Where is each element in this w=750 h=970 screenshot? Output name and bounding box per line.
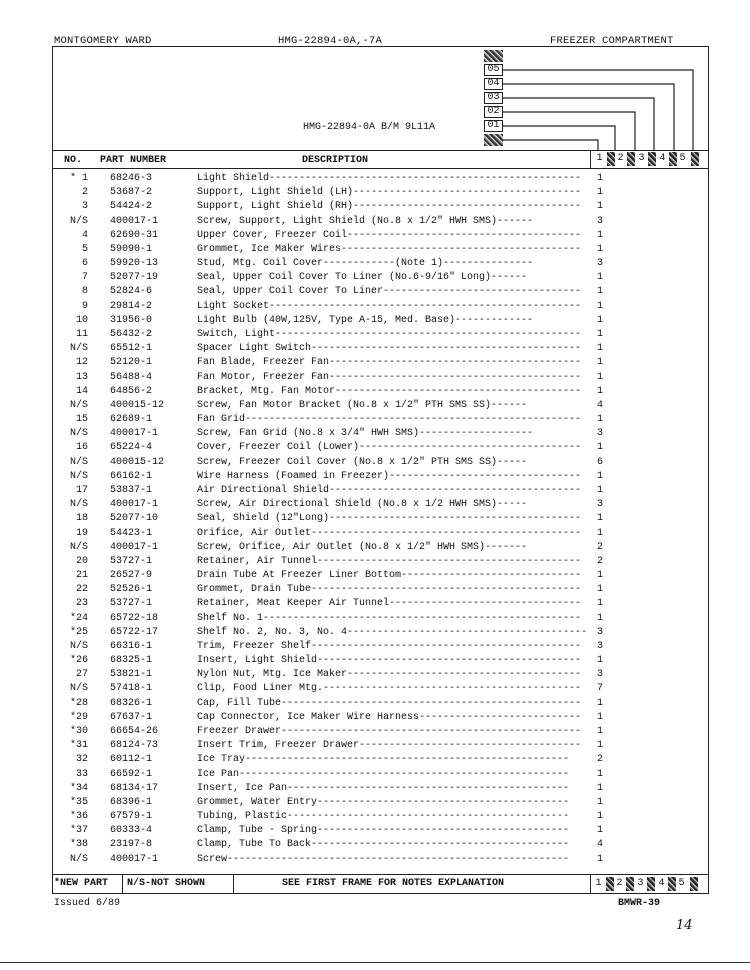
quantity: 1 <box>597 811 604 823</box>
table-row <box>52 356 709 370</box>
part-number: 52077-19 <box>110 272 159 284</box>
part-number: 52824-6 <box>110 286 153 298</box>
item-number: N/S <box>69 640 88 652</box>
item-number: *37 <box>69 825 88 837</box>
table-row <box>52 597 709 611</box>
item-number: N/S <box>69 456 88 468</box>
description: Seal, Upper Coil Cover To Liner--------------------------------- <box>197 286 582 298</box>
code-box-02: 02 <box>484 106 503 118</box>
table-row <box>52 668 709 682</box>
table-row <box>52 172 709 186</box>
description: Insert, Light Shield-------------------------------------------- <box>197 655 582 667</box>
quantity: 1 <box>597 442 604 454</box>
part-number: 68124-73 <box>110 740 159 752</box>
part-number: 400017-1 <box>110 853 159 865</box>
model-label: HMG-22894-0A B/M 9L11A <box>303 122 436 133</box>
table-row <box>52 682 709 696</box>
description: Retainer, Meat Keeper Air Tunnel-------------------------------- <box>197 598 582 610</box>
item-number: 27 <box>75 669 88 681</box>
quantity: 1 <box>597 796 604 808</box>
quantity: 1 <box>597 173 604 184</box>
table-row <box>52 753 709 767</box>
item-number: 19 <box>75 527 88 539</box>
item-number: *25 <box>69 626 88 638</box>
part-number: 54423-1 <box>110 527 153 539</box>
part-number: 52120-1 <box>110 357 153 369</box>
table-row <box>52 739 709 753</box>
item-number: 21 <box>75 570 88 582</box>
table-row <box>52 626 709 640</box>
quantity: 1 <box>597 655 604 667</box>
col-num-4: 4 <box>659 153 666 164</box>
quantity: 2 <box>597 541 604 553</box>
table-row <box>52 541 709 555</box>
table-row <box>52 640 709 654</box>
table-row <box>52 413 709 427</box>
item-number: 9 <box>81 300 88 312</box>
leader-lines <box>0 0 750 170</box>
hatch-cell <box>626 877 634 891</box>
description: Stud, Mtg. Coil Cover------------(Note 1)--------------- <box>197 258 534 270</box>
quantity: 1 <box>597 570 604 582</box>
description: Freezer Drawer-------------------------------------------------- <box>197 726 582 738</box>
description: Cap Connector, Ice Maker Wire Harness--------------------------- <box>197 711 582 723</box>
part-number: 57418-1 <box>110 683 153 695</box>
description: Air Directional Shield------------------------------------------ <box>197 484 582 496</box>
item-number: 22 <box>75 584 88 596</box>
quantity: 1 <box>597 612 604 624</box>
item-number: N/S <box>69 428 88 440</box>
table-row <box>52 200 709 214</box>
table-row <box>52 399 709 413</box>
hatch-cell <box>668 877 676 891</box>
item-number: 2 <box>81 187 88 199</box>
description: Spacer Light Switch--------------------------------------------- <box>197 343 582 355</box>
quantity: 1 <box>597 343 604 355</box>
description: Grommet, Water Entry------------------------------------------ <box>197 796 570 808</box>
description: Cover, Freezer Coil (Lower)------------------------------------- <box>197 442 582 454</box>
hatch-cell <box>606 877 614 891</box>
part-number: 53687-2 <box>110 187 153 199</box>
item-number: *26 <box>69 655 88 667</box>
quantity: 3 <box>597 258 604 270</box>
footer-col-num-2: 2 <box>616 878 623 889</box>
hatch-cell <box>607 152 615 166</box>
table-row <box>52 853 709 867</box>
description: Fan Grid-------------------------------------------------------- <box>197 414 582 426</box>
item-number: 6 <box>81 258 88 270</box>
description: Shelf No. 1----------------------------------------------------- <box>197 612 582 624</box>
part-number: 59090-1 <box>110 243 153 255</box>
quantity: 1 <box>597 314 604 326</box>
description: Clamp, Tube - Spring------------------------------------------ <box>197 825 570 837</box>
part-number: 23197-8 <box>110 839 153 851</box>
table-row <box>52 612 709 626</box>
description: Screw, Fan Grid (No.8 x 3/4" HWH SMS)------------------- <box>197 428 534 440</box>
part-number: 66316-1 <box>110 640 153 652</box>
quantity: 1 <box>597 711 604 723</box>
item-number: 14 <box>75 385 88 397</box>
quantity: 1 <box>597 726 604 738</box>
part-number: 400017-1 <box>110 499 159 511</box>
quantity: 1 <box>597 697 604 709</box>
part-number: 52077-10 <box>110 513 159 525</box>
quantity: 1 <box>597 187 604 199</box>
hatch-cell <box>669 152 677 166</box>
description: Wire Harness (Foamed in Freezer)-------------------------------- <box>197 470 582 482</box>
part-number: 59920-13 <box>110 258 159 270</box>
description: Seal, Upper Coil Cover To Liner (No.6-9/16" Long)------ <box>197 272 528 284</box>
part-number: 64856-2 <box>110 385 153 397</box>
item-number: 15 <box>75 414 88 426</box>
footer-sep-2 <box>233 874 234 894</box>
part-number: 68325-1 <box>110 655 153 667</box>
quantity: 1 <box>597 300 604 312</box>
item-number: N/S <box>69 853 88 865</box>
quantity: 3 <box>597 428 604 440</box>
table-row <box>52 385 709 399</box>
code-box-03: 03 <box>484 92 503 104</box>
quantity: 7 <box>597 683 604 695</box>
description: Light Bulb (40W,125V, Type A-15, Med. Base)------------- <box>197 314 534 326</box>
table-row <box>52 257 709 271</box>
table-row <box>52 243 709 257</box>
column-part-number: PART NUMBER <box>100 155 167 166</box>
part-number: 60112-1 <box>110 754 153 766</box>
quantity: 2 <box>597 555 604 567</box>
quantity: 1 <box>597 201 604 213</box>
table-row <box>52 328 709 342</box>
col-num-2: 2 <box>617 153 624 164</box>
hatch-cell <box>627 152 635 166</box>
quantity: 1 <box>597 229 604 241</box>
part-number: 65722-18 <box>110 612 159 624</box>
quantity: 1 <box>597 768 604 780</box>
quantity: 2 <box>597 754 604 766</box>
description: Bracket, Mtg. Fan Motor----------------------------------------- <box>197 385 582 397</box>
description: Switch, Light--------------------------------------------------- <box>197 328 582 340</box>
item-number: 5 <box>81 243 88 255</box>
description: Grommet, Drain Tube--------------------------------------------- <box>197 584 582 596</box>
quantity: 1 <box>597 243 604 255</box>
quantity: 3 <box>597 499 604 511</box>
item-number: *35 <box>69 796 88 808</box>
footer-col-num-4: 4 <box>658 878 665 889</box>
quantity: 1 <box>597 357 604 369</box>
footer-not-shown: N/S-NOT SHOWN <box>127 878 206 889</box>
hatch-cell <box>648 152 656 166</box>
table-row <box>52 470 709 484</box>
table-row <box>52 697 709 711</box>
part-number: 53821-1 <box>110 669 153 681</box>
description: Cap, Fill Tube-------------------------------------------------- <box>197 697 582 709</box>
quantity: 3 <box>597 640 604 652</box>
column-no: NO. <box>64 155 83 166</box>
description: Upper Cover, Freezer Coil--------------------------------------- <box>197 229 582 241</box>
quantity: 4 <box>597 399 604 411</box>
quantity: 1 <box>597 853 604 865</box>
description: Tubing, Plastic----------------------------------------------- <box>197 811 570 823</box>
item-number: N/S <box>69 470 88 482</box>
column-number-strip <box>590 151 709 168</box>
footer-col-num-1: 1 <box>595 878 602 889</box>
description: Support, Light Shield (LH)-------------------------------------- <box>197 187 582 199</box>
item-number: N/S <box>69 541 88 553</box>
quantity: 1 <box>597 385 604 397</box>
table-row <box>52 427 709 441</box>
table-row <box>52 782 709 796</box>
part-number: 29814-2 <box>110 300 153 312</box>
description: Shelf No. 2, No. 3, No. 4---------------------------------------- <box>197 626 588 638</box>
table-row <box>52 583 709 597</box>
quantity: 3 <box>597 215 604 227</box>
description: Grommet, Ice Maker Wires---------------------------------------- <box>197 243 582 255</box>
description: Ice Tray------------------------------------------------------ <box>197 754 570 766</box>
table-row <box>52 725 709 739</box>
table-row <box>52 711 709 725</box>
item-number: N/S <box>69 399 88 411</box>
part-number: 68134-17 <box>110 782 159 794</box>
item-number: 10 <box>75 314 88 326</box>
part-number: 65224-4 <box>110 442 153 454</box>
quantity: 3 <box>597 669 604 681</box>
table-row <box>52 456 709 470</box>
quantity: 1 <box>597 414 604 426</box>
item-number: 20 <box>75 555 88 567</box>
quantity: 1 <box>597 484 604 496</box>
table-row <box>52 285 709 299</box>
table-row <box>52 271 709 285</box>
description: Clip, Food Liner Mtg.------------------------------------------- <box>197 683 582 695</box>
quantity: 1 <box>597 740 604 752</box>
table-row <box>52 229 709 243</box>
part-number: 400017-1 <box>110 215 159 227</box>
description: Light Socket---------------------------------------------------- <box>197 300 582 312</box>
footer-notes: SEE FIRST FRAME FOR NOTES EXPLANATION <box>282 878 505 889</box>
description: Insert, Ice Pan----------------------------------------------- <box>197 782 570 794</box>
item-number: * 1 <box>69 173 88 184</box>
part-number: 62690-31 <box>110 229 159 241</box>
table-row <box>52 342 709 356</box>
description: Fan Motor, Freezer Fan------------------------------------------ <box>197 371 582 383</box>
table-row <box>52 838 709 852</box>
part-number: 68246-3 <box>110 173 153 184</box>
table-row <box>52 768 709 782</box>
description: Light Shield---------------------------------------------------- <box>197 173 582 184</box>
table-row <box>52 186 709 200</box>
issued-date: Issued 6/89 <box>54 898 121 909</box>
description: Trim, Freezer Shelf--------------------------------------------- <box>197 640 582 652</box>
description: Nylon Nut, Mtg. Ice Maker--------------------------------------- <box>197 669 582 681</box>
part-number: 68396-1 <box>110 796 153 808</box>
hatch-cell <box>690 877 698 891</box>
description: Screw, Freezer Coil Cover (No.8 x 1/2" PTH SMS SS)----- <box>197 456 528 468</box>
description: Support, Light Shield (RH)-------------------------------------- <box>197 201 582 213</box>
item-number: *24 <box>69 612 88 624</box>
table-row <box>52 314 709 328</box>
part-number: 400017-1 <box>110 428 159 440</box>
item-number: *36 <box>69 811 88 823</box>
quantity: 1 <box>597 371 604 383</box>
part-number: 67637-1 <box>110 711 153 723</box>
description: Screw, Air Directional Shield (No.8 x 1/2 HWH SMS)----- <box>197 499 528 511</box>
quantity: 1 <box>597 286 604 298</box>
description: Clamp, Tube To Back------------------------------------------- <box>197 839 570 851</box>
part-number: 60333-4 <box>110 825 153 837</box>
table-row <box>52 569 709 583</box>
description: Screw--------------------------------------------------------- <box>197 853 570 865</box>
part-number: 66654-26 <box>110 726 159 738</box>
item-number: *29 <box>69 711 88 723</box>
item-number: 23 <box>75 598 88 610</box>
item-number: *30 <box>69 726 88 738</box>
col-num-1: 1 <box>596 153 603 164</box>
table-row <box>52 555 709 569</box>
description: Seal, Shield (12"Long)------------------------------------------ <box>197 513 582 525</box>
item-number: 18 <box>75 513 88 525</box>
item-number: 7 <box>81 272 88 284</box>
item-number: 32 <box>75 754 88 766</box>
part-number: 68326-1 <box>110 697 153 709</box>
description: Screw, Orifice, Air Outlet (No.8 x 1/2" HWH SMS)------- <box>197 541 528 553</box>
handwritten-page-number: 14 <box>676 918 693 933</box>
item-number: *28 <box>69 697 88 709</box>
part-number: 26527-9 <box>110 570 153 582</box>
code-box-05: 05 <box>484 64 503 76</box>
item-number: *38 <box>69 839 88 851</box>
col-num-5: 5 <box>679 153 686 164</box>
brand-header: MONTGOMERY WARD <box>54 35 152 47</box>
footer-column-number-strip <box>590 875 708 893</box>
table-row <box>52 441 709 455</box>
item-number: 33 <box>75 768 88 780</box>
description: Insert Trim, Freezer Drawer------------------------------------- <box>197 740 582 752</box>
description: Screw, Fan Motor Bracket (No.8 x 1/2" PTH SMS SS)------ <box>197 399 528 411</box>
item-number: *31 <box>69 740 88 752</box>
table-row <box>52 512 709 526</box>
part-number: 31956-0 <box>110 314 153 326</box>
part-number: 67579-1 <box>110 811 153 823</box>
part-number: 53837-1 <box>110 484 153 496</box>
part-number: 53727-1 <box>110 598 153 610</box>
quantity: 1 <box>597 598 604 610</box>
item-number: 13 <box>75 371 88 383</box>
item-number: N/S <box>69 215 88 227</box>
table-row <box>52 654 709 668</box>
item-number: N/S <box>69 499 88 511</box>
item-number: 11 <box>75 328 88 340</box>
table-row <box>52 498 709 512</box>
description: Fan Blade, Freezer Fan------------------------------------------ <box>197 357 582 369</box>
hatch-cell <box>647 877 655 891</box>
quantity: 4 <box>597 839 604 851</box>
quantity: 1 <box>597 825 604 837</box>
section-header: FREEZER COMPARTMENT <box>550 35 674 47</box>
item-number: 16 <box>75 442 88 454</box>
model-header: HMG-22894-0A,-7A <box>278 35 383 47</box>
part-number: 66592-1 <box>110 768 153 780</box>
description: Retainer, Air Tunnel-------------------------------------------- <box>197 555 582 567</box>
part-number: 65512-1 <box>110 343 153 355</box>
footer-new-part: *NEW PART <box>54 878 109 889</box>
table-row <box>52 796 709 810</box>
part-number: 53727-1 <box>110 555 153 567</box>
item-number: 17 <box>75 484 88 496</box>
part-number: 400015-12 <box>110 456 165 468</box>
quantity: 1 <box>597 782 604 794</box>
table-row <box>52 371 709 385</box>
quantity: 1 <box>597 328 604 340</box>
part-number: 66162-1 <box>110 470 153 482</box>
hatch-cell <box>691 152 699 166</box>
part-number: 65722-17 <box>110 626 159 638</box>
table-row <box>52 527 709 541</box>
table-row <box>52 300 709 314</box>
table-row <box>52 215 709 229</box>
description: Ice Pan------------------------------------------------------- <box>197 768 570 780</box>
table-row <box>52 810 709 824</box>
footer-col-num-5: 5 <box>678 878 685 889</box>
part-number: 56432-2 <box>110 328 153 340</box>
quantity: 1 <box>597 527 604 539</box>
col-num-3: 3 <box>638 153 645 164</box>
quantity: 1 <box>597 584 604 596</box>
item-number: 12 <box>75 357 88 369</box>
quantity: 1 <box>597 272 604 284</box>
page-bottom-rule <box>0 962 750 963</box>
item-number: 4 <box>81 229 88 241</box>
item-number: 8 <box>81 286 88 298</box>
table-row <box>52 824 709 838</box>
description: Orifice, Air Outlet--------------------------------------------- <box>197 527 582 539</box>
part-number: 56488-4 <box>110 371 153 383</box>
code-box-04: 04 <box>484 78 503 90</box>
quantity: 6 <box>597 456 604 468</box>
footer-sep-1 <box>122 874 123 894</box>
part-number: 62689-1 <box>110 414 153 426</box>
part-number: 400015-12 <box>110 399 165 411</box>
table-row <box>52 484 709 498</box>
quantity: 1 <box>597 513 604 525</box>
item-number: N/S <box>69 343 88 355</box>
item-number: 3 <box>81 201 88 213</box>
item-number: N/S <box>69 683 88 695</box>
quantity: 1 <box>597 470 604 482</box>
footer-col-num-3: 3 <box>637 878 644 889</box>
description: Screw, Support, Light Shield (No.8 x 1/2" HWH SMS)------ <box>197 215 534 227</box>
item-number: *34 <box>69 782 88 794</box>
column-description: DESCRIPTION <box>302 155 369 166</box>
page-code: BMWR-39 <box>618 898 661 909</box>
code-box-01: 01 <box>484 120 503 132</box>
part-number: 54424-2 <box>110 201 153 213</box>
part-number: 52526-1 <box>110 584 153 596</box>
quantity: 3 <box>597 626 604 638</box>
part-number: 400017-1 <box>110 541 159 553</box>
description: Drain Tube At Freezer Liner Bottom------------------------------ <box>197 570 582 582</box>
